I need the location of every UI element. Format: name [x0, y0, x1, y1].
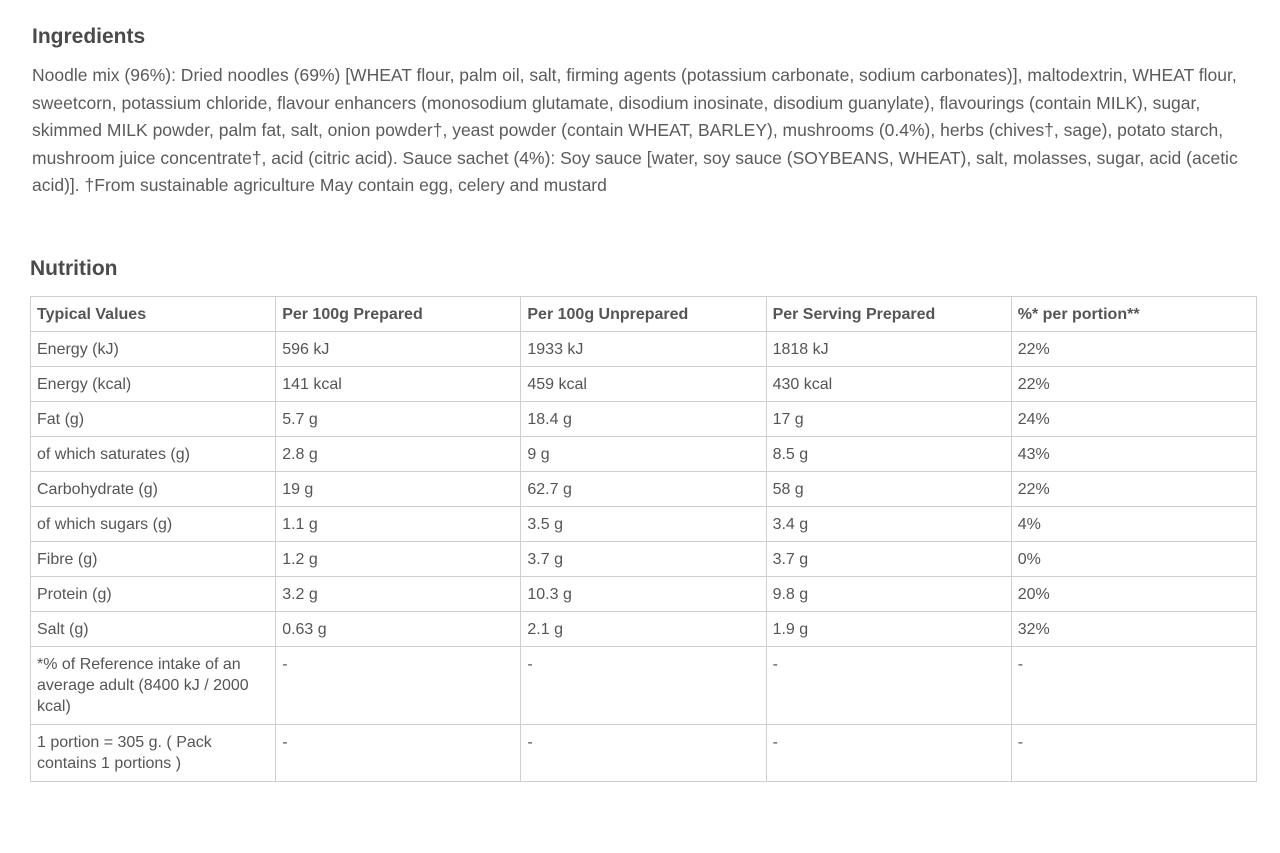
table-cell: 459 kcal: [521, 367, 766, 402]
table-cell: 5.7 g: [276, 402, 521, 437]
ingredients-section: [32, 22, 1252, 200]
table-cell: 0.63 g: [276, 612, 521, 647]
column-header: Typical Values: [31, 297, 276, 332]
column-header: Per Serving Prepared: [766, 297, 1011, 332]
ingredients-text: Noodle mix (96%): Dried noodles (69%) [WHEAT flour, palm oil, salt, firming agents (potassium carbonate, sodium carbonates)], maltodextrin, WHEAT flour, sweetcorn, potassium chloride, flavour enhancers (monosodium glutamate, disodium inosinate, disodium guanylate), flavourings (contain MILK), sugar, skimmed MILK powder, palm fat, salt, onion powder†, yeast powder (contain WHEAT, BARLEY), mushrooms (0.4%), herbs (chives†, sage), potato starch, mushroom juice concentrate†, acid (citric acid). Sauce sachet (4%): Soy sauce [water, soy sauce (SOYBEANS, WHEAT), salt, molasses, sugar, acid (acetic acid)]. †From sustainable agriculture May contain egg, celery and mustard: [32, 65, 1238, 195]
table-cell: 430 kcal: [766, 367, 1011, 402]
table-cell: -: [766, 725, 1011, 782]
table-cell: Fibre (g): [31, 542, 276, 577]
table-cell: 3.7 g: [521, 542, 766, 577]
table-cell: 22%: [1011, 367, 1256, 402]
table-cell: 3.5 g: [521, 507, 766, 542]
table-cell: -: [521, 725, 766, 782]
table-cell: 141 kcal: [276, 367, 521, 402]
table-cell: Fat (g): [31, 402, 276, 437]
table-cell: -: [766, 647, 1011, 725]
table-cell: 2.8 g: [276, 437, 521, 472]
table-cell: 4%: [1011, 507, 1256, 542]
column-header: Per 100g Prepared: [276, 297, 521, 332]
table-row: [31, 332, 1257, 367]
table-cell: 3.7 g: [766, 542, 1011, 577]
table-cell: 0%: [1011, 542, 1256, 577]
table-row: [31, 402, 1257, 437]
table-cell: 43%: [1011, 437, 1256, 472]
table-header-row: [31, 297, 1257, 332]
table-cell: 58 g: [766, 472, 1011, 507]
table-cell: *% of Reference intake of an average adult (8400 kJ / 2000 kcal): [31, 647, 276, 725]
table-row: [31, 437, 1257, 472]
table-cell: 17 g: [766, 402, 1011, 437]
table-cell: Energy (kJ): [31, 332, 276, 367]
table-cell: 19 g: [276, 472, 521, 507]
table-cell: -: [1011, 647, 1256, 725]
table-cell: Carbohydrate (g): [31, 472, 276, 507]
table-row: [31, 542, 1257, 577]
column-header: %* per portion**: [1011, 297, 1256, 332]
table-cell: 22%: [1011, 472, 1256, 507]
table-cell: -: [276, 725, 521, 782]
table-cell: -: [1011, 725, 1256, 782]
table-cell: -: [276, 647, 521, 725]
table-cell: Energy (kcal): [31, 367, 276, 402]
table-cell: 32%: [1011, 612, 1256, 647]
table-cell: 22%: [1011, 332, 1256, 367]
nutrition-heading: Nutrition: [30, 257, 118, 280]
ingredients-heading: Ingredients: [32, 25, 146, 48]
table-cell: 1.9 g: [766, 612, 1011, 647]
table-cell: of which sugars (g): [31, 507, 276, 542]
column-header: Per 100g Unprepared: [521, 297, 766, 332]
table-cell: 20%: [1011, 577, 1256, 612]
table-cell: -: [521, 647, 766, 725]
table-cell: 3.4 g: [766, 507, 1011, 542]
table-row: [31, 367, 1257, 402]
table-cell: Salt (g): [31, 612, 276, 647]
table-cell: 9.8 g: [766, 577, 1011, 612]
table-cell: 3.2 g: [276, 577, 521, 612]
table-cell: 1933 kJ: [521, 332, 766, 367]
table-row: [31, 612, 1257, 647]
table-cell: 596 kJ: [276, 332, 521, 367]
table-cell: of which saturates (g): [31, 437, 276, 472]
table-cell: 24%: [1011, 402, 1256, 437]
nutrition-section: [30, 254, 1258, 782]
table-row: [31, 725, 1257, 782]
table-cell: 9 g: [521, 437, 766, 472]
table-cell: 18.4 g: [521, 402, 766, 437]
table-cell: 8.5 g: [766, 437, 1011, 472]
table-cell: 10.3 g: [521, 577, 766, 612]
table-row: [31, 577, 1257, 612]
table-row: [31, 647, 1257, 725]
table-cell: 1.1 g: [276, 507, 521, 542]
table-cell: 2.1 g: [521, 612, 766, 647]
table-cell: 1 portion = 305 g. ( Pack contains 1 portions ): [31, 725, 276, 782]
table-row: [31, 472, 1257, 507]
table-row: [31, 507, 1257, 542]
table-cell: 1.2 g: [276, 542, 521, 577]
table-cell: 1818 kJ: [766, 332, 1011, 367]
table-cell: Protein (g): [31, 577, 276, 612]
nutrition-table: [30, 296, 1257, 782]
table-cell: 62.7 g: [521, 472, 766, 507]
